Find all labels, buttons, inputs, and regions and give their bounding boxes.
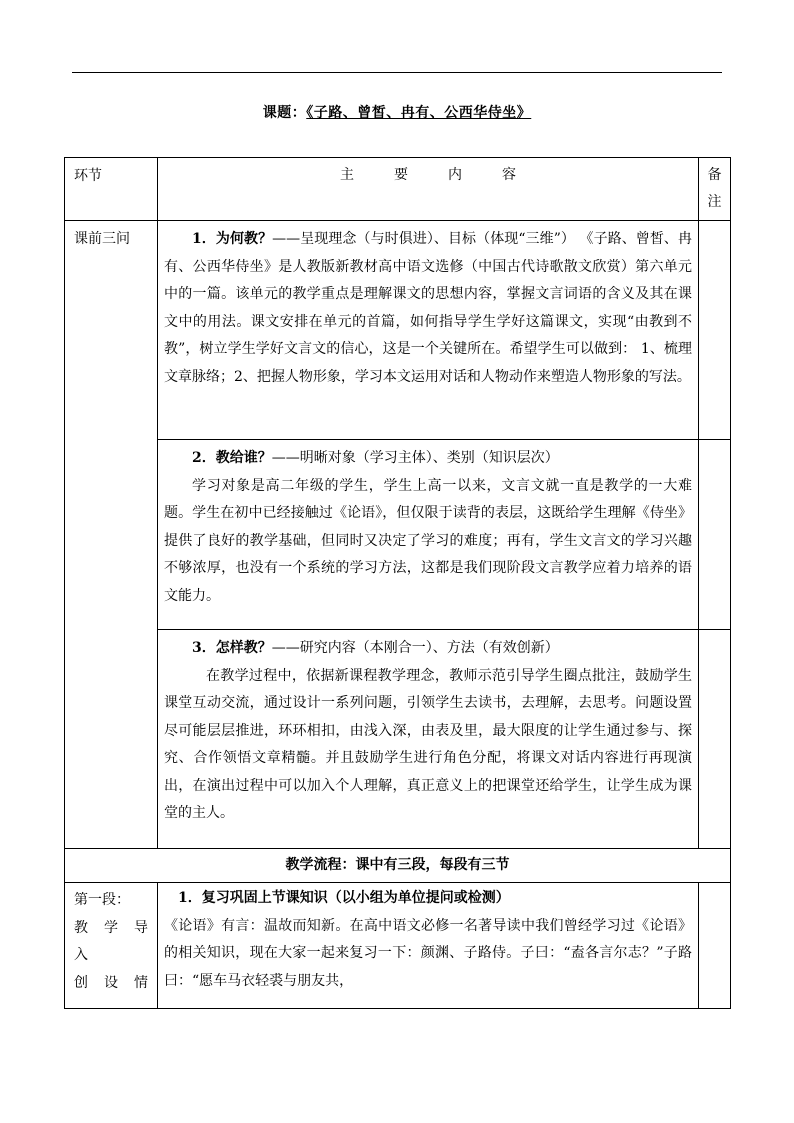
question-3-text: 在教学过程中，依据新课程教学理念，教师示范引导学生圈点批注，鼓励学生课堂互动交流，通过设计一系列问题，引领学生去读书，去理解，去思考。问题设置尽可能层层推进，环环相扣，由浅入深，由表及里，最大限度的让学生通过参与、探究、合作领悟文章精髓。并且鼓励学生进行角色分配，将课文对话内容进行再现演出，在演出过程中可以加入个人理解，真正意义上的把课堂还给学生，让学生成为课堂的主人。 — [164, 667, 692, 821]
table-row — [65, 221, 731, 440]
stage-1-label — [65, 883, 158, 1009]
header-rule — [72, 72, 722, 73]
stage-1-heading: 1．复习巩固上节课知识（以小组为单位提问或检测） — [178, 890, 510, 906]
lesson-table — [64, 157, 731, 1009]
question-2-heading: 2．教给谁？ — [192, 450, 272, 466]
stage-1-label-line: 第一段： — [74, 892, 130, 908]
page-title — [0, 102, 794, 122]
table-header-row — [65, 158, 731, 221]
notes-cell — [699, 221, 731, 440]
notes-cell — [699, 883, 731, 1009]
question-1-paragraph — [164, 226, 692, 391]
question-3-cell — [158, 630, 699, 849]
question-2-cell — [158, 440, 699, 630]
header-stage: 环节 — [65, 158, 158, 221]
question-3-heading: 3．怎样教？ — [192, 640, 272, 656]
header-notes: 备注 — [699, 158, 731, 221]
question-1-cell — [158, 221, 699, 440]
title-name: 《子路、曾皙、冉有、公西华侍坐》 — [306, 105, 532, 121]
header-main-content: 主要内容 — [158, 158, 699, 221]
table-row — [65, 630, 731, 849]
stage-label-pre: 课前三问 — [65, 221, 158, 849]
table-row — [65, 440, 731, 630]
stage-1-label-line: 教学导 — [74, 919, 148, 936]
question-2-text: 学习对象是高二年级的学生，学生上高一以来，文言文就一直是教学的一大难题。学生在初中已经接触过《论语》，但仅限于读背的表层，这既给学生理解《侍坐》提供了良好的教学基础，但同时又决定了学习的难度；再有，学生文言文的学习兴趣不够浓厚，也没有一个系统的学习方法，这都是我们现阶段文言教学应着力培养的语文能力。 — [164, 477, 692, 604]
notes-cell — [699, 630, 731, 849]
stage-1-content — [158, 883, 699, 1009]
question-2-subtitle: ——明晰对象（学习主体）、类别（知识层次） — [271, 450, 559, 466]
question-1-text: ——呈现理念（与时俱进）、目标（体现“三维”） 《子路、曾皙、冉有、公西华侍坐》是人教版新教材高中语文选修（中国古代诗歌散文欣赏）第六单元中的一篇。该单元的教学重点是理解课文的思想内容，掌握文言词语的含义及其在课文中的用法。课文安排在单元的首篇，如何指导学生学好这篇课文，实现“由教到不教”，树立学生学好文言文的信心，这是一个关键所在。希望学生可以做到： 1、梳理文章脉络；2、把握人物形象，学习本文运用对话和人物动作来塑造人物形象的写法。 — [164, 231, 692, 385]
question-1-heading: 1．为何教？ — [192, 231, 273, 247]
stage-1-label-line: 创设情 — [74, 974, 148, 991]
question-3-subtitle: ——研究内容（本刚合一）、方法（有效创新） — [271, 640, 559, 656]
notes-cell — [699, 440, 731, 630]
stage-1-text: 《论语》有言：温故而知新。在高中语文必修一名著导读中我们曾经学习过《论语》的相关知识，现在大家一起来复习一下：颜渊、子路侍。子曰：“盍各言尔志？”子路曰：“愿车马衣轻裘与朋友共， — [164, 917, 692, 989]
question-3-heading-line — [164, 635, 692, 663]
flow-title-cell: 教学流程：课中有三段，每段有三节 — [65, 849, 731, 883]
flow-title-row — [65, 849, 731, 883]
question-2-heading-line — [164, 445, 692, 473]
stage-1-label-line: 入 — [74, 947, 88, 963]
title-prefix: 课题： — [262, 105, 307, 121]
table-row — [65, 883, 731, 1009]
